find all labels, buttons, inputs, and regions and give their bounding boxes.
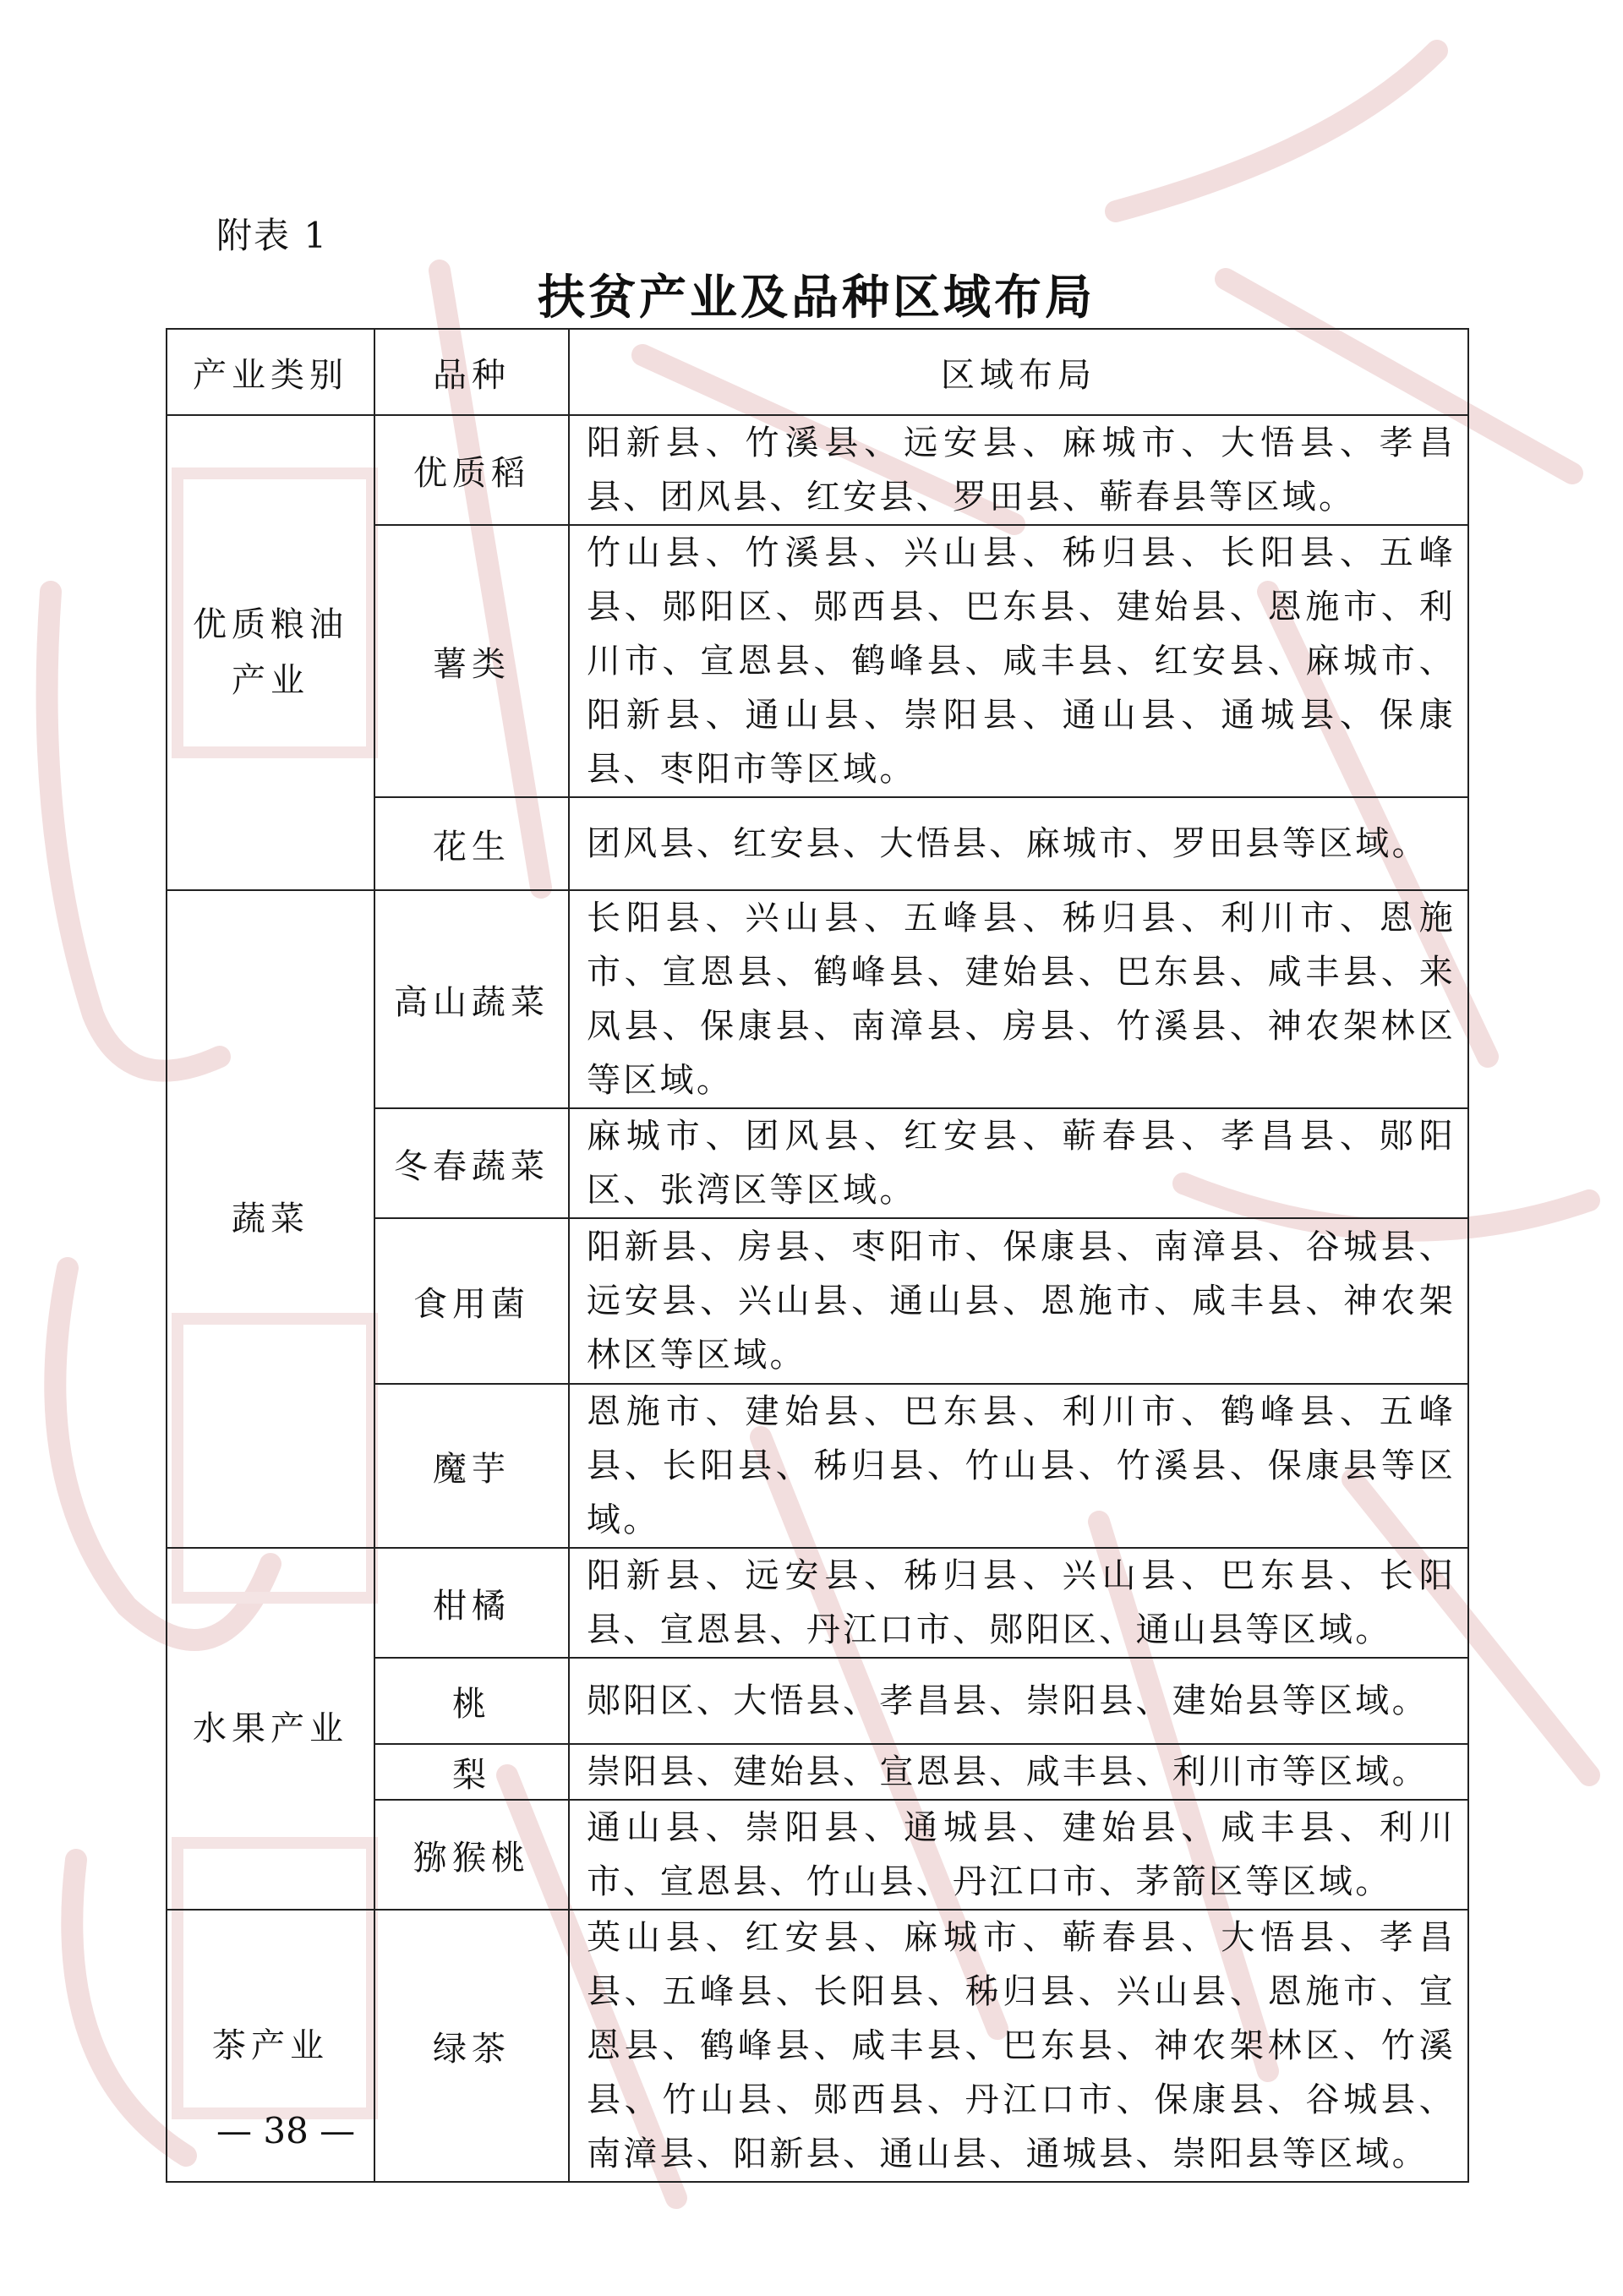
- variety-cell: 高山蔬菜: [374, 890, 569, 1108]
- variety-cell: 花生: [374, 797, 569, 890]
- region-cell: 长阳县、兴山县、五峰县、秭归县、利川市、恩施市、宣恩县、鹤峰县、建始县、巴东县、咸丰县、来凤县、保康县、南漳县、房县、竹溪县、神农架林区等区域。: [569, 890, 1468, 1108]
- region-cell: 郧阳区、大悟县、孝昌县、崇阳县、建始县等区域。: [569, 1658, 1468, 1744]
- region-cell: 团风县、红安县、大悟县、麻城市、罗田县等区域。: [569, 797, 1468, 890]
- table-row: [167, 415, 1468, 525]
- region-cell: 阳新县、房县、枣阳市、保康县、南漳县、谷城县、远安县、兴山县、通山县、恩施市、咸丰县、神农架林区等区域。: [569, 1218, 1468, 1384]
- variety-cell: 柑橘: [374, 1548, 569, 1658]
- table-row: [167, 890, 1468, 1108]
- table-row: [167, 1910, 1468, 2182]
- table-row: [167, 1548, 1468, 1658]
- variety-cell: 冬春蔬菜: [374, 1108, 569, 1218]
- variety-cell: 魔芋: [374, 1384, 569, 1548]
- page-number: — 38 —: [216, 2110, 356, 2151]
- region-cell: 阳新县、竹溪县、远安县、麻城市、大悟县、孝昌县、团风县、红安县、罗田县、蕲春县等区域。: [569, 415, 1468, 525]
- variety-cell: 优质稻: [374, 415, 569, 525]
- region-cell: 麻城市、团风县、红安县、蕲春县、孝昌县、郧阳区、张湾区等区域。: [569, 1108, 1468, 1218]
- variety-cell: 猕猴桃: [374, 1800, 569, 1910]
- variety-cell: 桃: [374, 1658, 569, 1744]
- region-cell: 阳新县、远安县、秭归县、兴山县、巴东县、长阳县、宣恩县、丹江口市、郧阳区、通山县等区域。: [569, 1548, 1468, 1658]
- category-fruit: 水果产业: [167, 1548, 374, 1910]
- region-cell: 通山县、崇阳县、通城县、建始县、咸丰县、利川市、宣恩县、竹山县、丹江口市、茅箭区等区域。: [569, 1800, 1468, 1910]
- column-header-variety: 品种: [374, 329, 569, 415]
- region-cell: 恩施市、建始县、巴东县、利川市、鹤峰县、五峰县、长阳县、秭归县、竹山县、竹溪县、保康县等区域。: [569, 1384, 1468, 1548]
- category-label: 优质粮油 产业: [193, 605, 348, 700]
- annex-label: 附表 1: [216, 215, 329, 256]
- document-title: 扶贫产业及品种区域布局: [538, 270, 1096, 325]
- variety-cell: 食用菌: [374, 1218, 569, 1384]
- variety-cell: 绿茶: [374, 1910, 569, 2182]
- category-grain-oil: [167, 415, 374, 890]
- region-layout-table: [166, 328, 1469, 2183]
- table-header-row: [167, 329, 1468, 415]
- region-cell: 英山县、红安县、麻城市、蕲春县、大悟县、孝昌县、五峰县、长阳县、秭归县、兴山县、恩施市、宣恩县、鹤峰县、咸丰县、巴东县、神农架林区、竹溪县、竹山县、郧西县、丹江口市、保康县、谷城县、南漳县、阳新县、通山县、通城县、崇阳县等区域。: [569, 1910, 1468, 2182]
- variety-cell: 薯类: [374, 525, 569, 797]
- category-vegetables: 蔬菜: [167, 890, 374, 1548]
- column-header-region: 区域布局: [569, 329, 1468, 415]
- variety-cell: 梨: [374, 1744, 569, 1800]
- category-tea: 茶产业: [167, 1910, 374, 2182]
- region-cell: 崇阳县、建始县、宣恩县、咸丰县、利川市等区域。: [569, 1744, 1468, 1800]
- region-cell: 竹山县、竹溪县、兴山县、秭归县、长阳县、五峰县、郧阳区、郧西县、巴东县、建始县、恩施市、利川市、宣恩县、鹤峰县、咸丰县、红安县、麻城市、阳新县、通山县、崇阳县、通山县、通城县、保康县、枣阳市等区域。: [569, 525, 1468, 797]
- column-header-category: 产业类别: [167, 329, 374, 415]
